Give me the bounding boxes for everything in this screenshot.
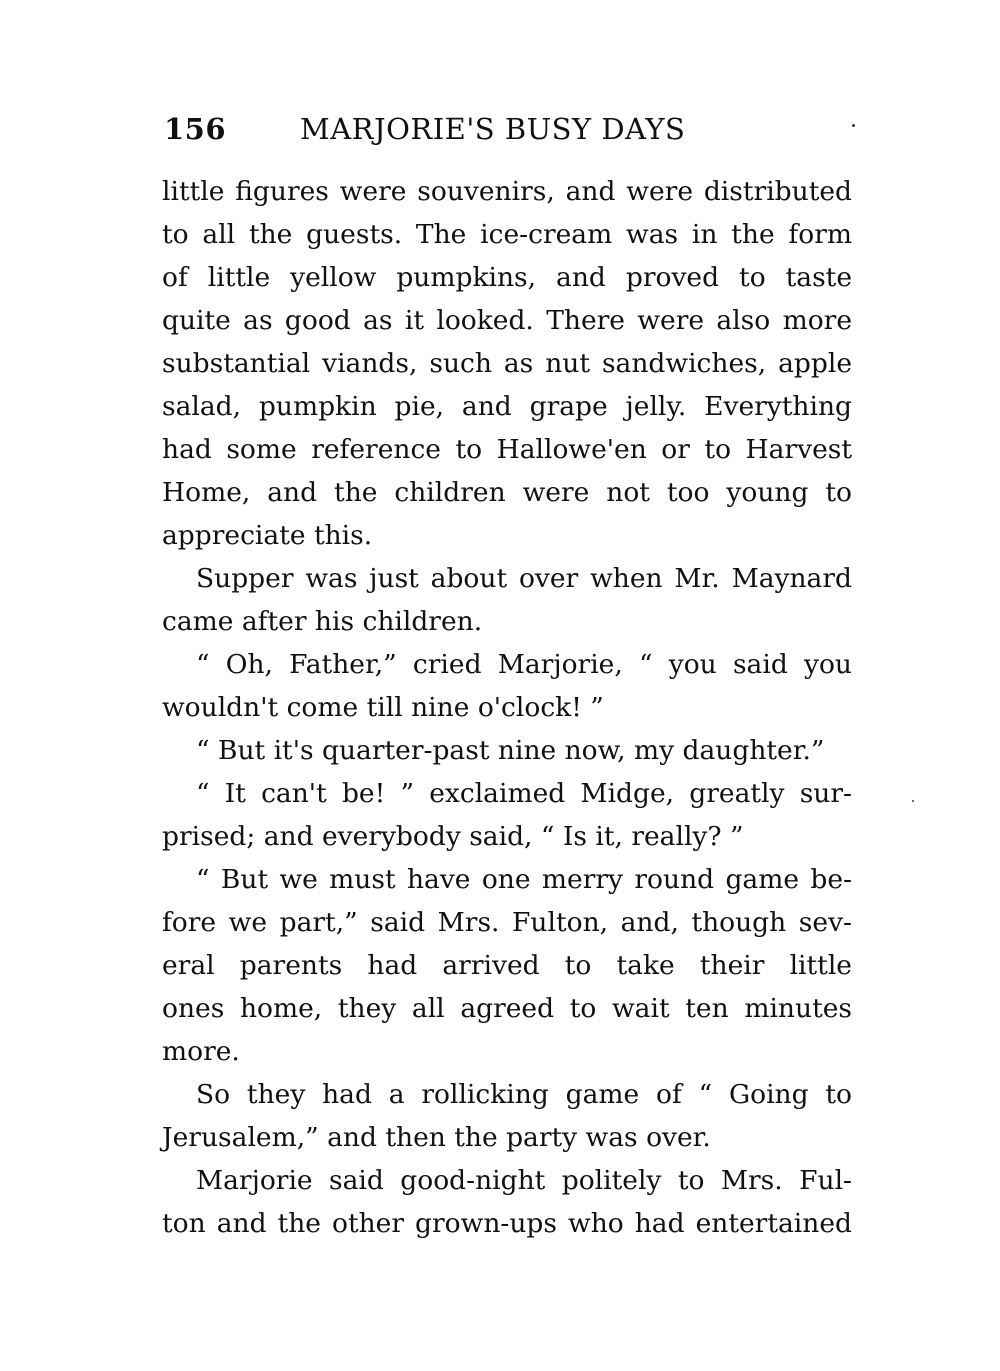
- text-line: So they had a rollicking game of “ Going to: [196, 1079, 852, 1110]
- text-line: “ But we must have one merry round game be-: [196, 864, 852, 895]
- print-speck: [852, 124, 855, 127]
- text-line: eral parents had arrived to take their little: [162, 950, 852, 981]
- text-line: more.: [162, 1036, 240, 1067]
- text-line: little figures were souvenirs, and were distributed: [162, 176, 852, 207]
- text-line: salad, pumpkin pie, and grape jelly. Everything: [162, 391, 852, 422]
- text-line: fore we part,” said Mrs. Fulton, and, though sev-: [162, 907, 852, 938]
- text-line: Supper was just about over when Mr. Maynard: [196, 563, 852, 594]
- text-line: Home, and the children were not too young to: [162, 477, 852, 508]
- running-title: MARJORIE'S BUSY DAYS: [300, 112, 686, 146]
- text-line: to all the guests. The ice-cream was in the form: [162, 219, 852, 250]
- text-line: Marjorie said good-night politely to Mrs. Ful-: [196, 1165, 852, 1196]
- page-number: 156: [164, 112, 227, 146]
- text-line: appreciate this.: [162, 520, 373, 551]
- text-line: Jerusalem,” and then the party was over.: [162, 1122, 711, 1153]
- text-line: “ It can't be! ” exclaimed Midge, greatly sur-: [196, 778, 852, 809]
- text-line: substantial viands, such as nut sandwiches, apple: [162, 348, 852, 379]
- print-speck: [912, 800, 914, 802]
- text-line: prised; and everybody said, “ Is it, really? ”: [162, 821, 744, 852]
- text-line: “ Oh, Father,” cried Marjorie, “ you said you: [196, 649, 852, 680]
- text-line: “ But it's quarter-past nine now, my daughter.”: [196, 735, 825, 766]
- text-line: quite as good as it looked. There were also more: [162, 305, 852, 336]
- body-text: [162, 170, 852, 1245]
- text-line: wouldn't come till nine o'clock! ”: [162, 692, 604, 723]
- text-line: came after his children.: [162, 606, 483, 637]
- text-line: ones home, they all agreed to wait ten minutes: [162, 993, 852, 1024]
- text-line: had some reference to Hallowe'en or to Harvest: [162, 434, 852, 465]
- page-header: [164, 112, 864, 152]
- text-line: of little yellow pumpkins, and proved to taste: [162, 262, 852, 293]
- text-line: ton and the other grown-ups who had entertained: [162, 1208, 852, 1239]
